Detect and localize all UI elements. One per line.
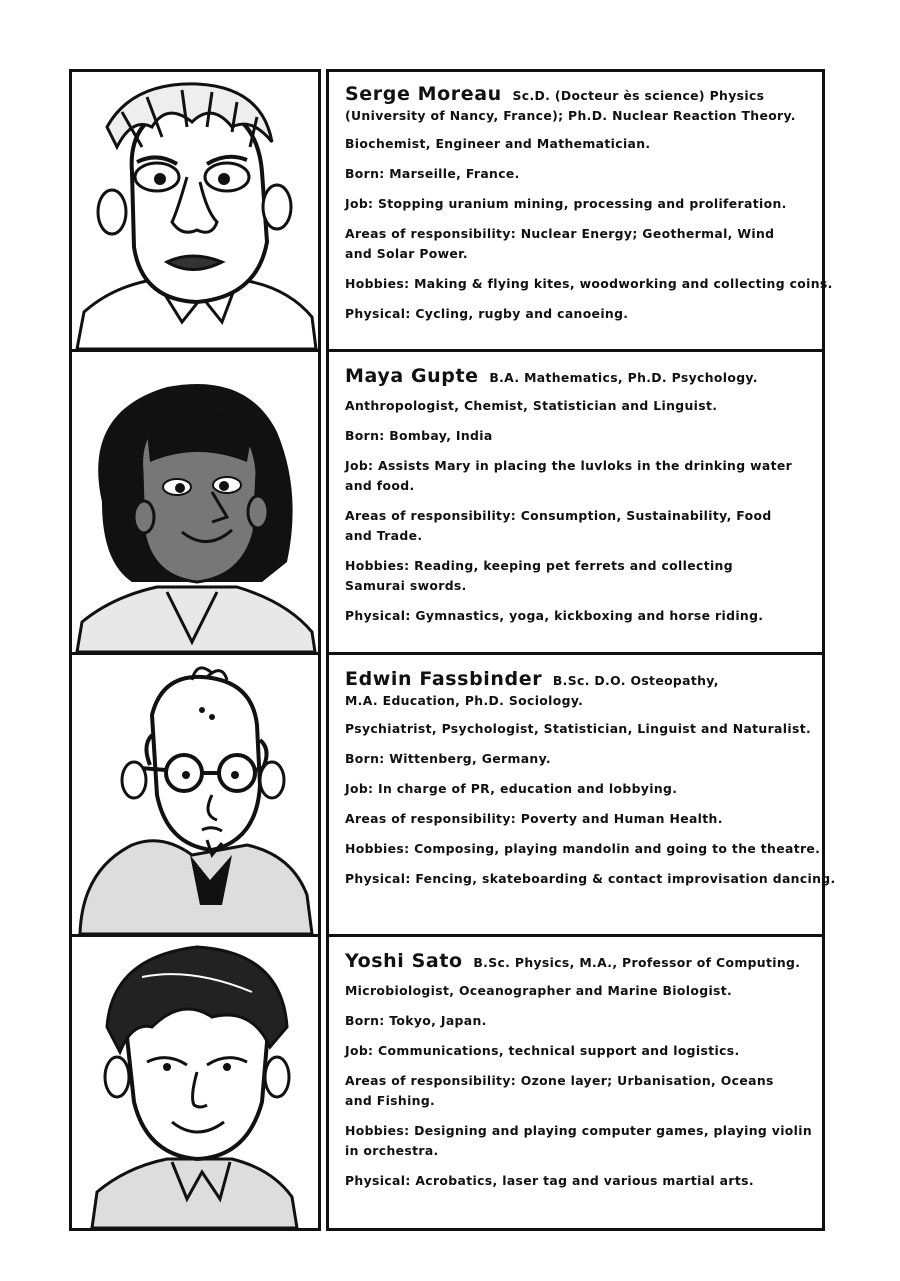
professions: Psychiatrist, Psychologist, Statistician, Linguist and Naturalist.	[345, 721, 812, 736]
professions: Biochemist, Engineer and Mathematician.	[345, 136, 651, 151]
job: Job: Stopping uranium mining, processing and proliferation.	[345, 196, 787, 211]
qualifications: B.Sc. D.O. Osteopathy,	[552, 673, 719, 688]
areas-of-responsibility	[345, 224, 818, 264]
qualifications-cont: (University of Nancy, France); Ph.D. Nuclear Reaction Theory.	[345, 108, 796, 123]
qualifications: B.A. Mathematics, Ph.D. Psychology.	[489, 370, 758, 385]
job-line-1: Job: Assists Mary in placing the luvloks in the drinking water	[345, 458, 793, 473]
hobbies-line-1: Hobbies: Reading, keeping pet ferrets and collecting	[345, 558, 733, 573]
bio-header	[345, 951, 818, 973]
portrait-maya	[69, 349, 321, 655]
areas-of-responsibility	[345, 506, 818, 546]
hobbies-line-2: Samurai swords.	[345, 578, 467, 593]
job: Job: In charge of PR, education and lobbying.	[345, 781, 678, 796]
qualifications: B.Sc. Physics, M.A., Professor of Computing.	[473, 955, 801, 970]
hobbies	[345, 556, 818, 596]
physical: Physical: Cycling, rugby and canoeing.	[345, 306, 629, 321]
areas-of-responsibility	[345, 1071, 818, 1111]
hobbies: Hobbies: Composing, playing mandolin and going to the theatre.	[345, 841, 821, 856]
job	[345, 456, 818, 496]
bio-header	[345, 366, 818, 388]
hobbies	[345, 1121, 818, 1161]
areas-line-1: Areas of responsibility: Nuclear Energy; Geothermal, Wind	[345, 226, 775, 241]
bio-serge	[326, 69, 833, 352]
portrait-yoshi	[69, 934, 321, 1231]
professions: Anthropologist, Chemist, Statistician and Linguist.	[345, 398, 718, 413]
portrait-edwin	[69, 652, 321, 937]
qualifications-cont: M.A. Education, Ph.D. Sociology.	[345, 693, 584, 708]
birthplace: Born: Tokyo, Japan.	[345, 1013, 487, 1028]
birthplace: Born: Marseille, France.	[345, 166, 520, 181]
profile-card-maya	[69, 349, 831, 655]
hobbies-line-2: in orchestra.	[345, 1143, 439, 1158]
maya-portrait-image	[72, 352, 318, 652]
bio-header	[345, 669, 818, 711]
job: Job: Communications, technical support and logistics.	[345, 1043, 740, 1058]
physical: Physical: Fencing, skateboarding & contact improvisation dancing.	[345, 871, 836, 886]
areas-line-1: Areas of responsibility: Ozone layer; Urbanisation, Oceans	[345, 1073, 774, 1088]
qualifications: Sc.D. (Docteur ès science) Physics	[512, 88, 765, 103]
yoshi-portrait-image	[72, 937, 318, 1228]
hobbies: Hobbies: Making & flying kites, woodworking and collecting coins.	[345, 276, 833, 291]
profile-card-serge	[69, 69, 831, 352]
person-name: Maya Gupte	[345, 365, 479, 387]
person-name: Serge Moreau	[345, 83, 502, 105]
bio-maya	[326, 349, 825, 655]
serge-portrait-image	[72, 72, 318, 349]
hobbies-line-1: Hobbies: Designing and playing computer games, playing violin	[345, 1123, 813, 1138]
physical: Physical: Acrobatics, laser tag and various martial arts.	[345, 1173, 754, 1188]
profile-card-yoshi	[69, 934, 831, 1231]
physical: Physical: Gymnastics, yoga, kickboxing and horse riding.	[345, 608, 764, 623]
professions: Microbiologist, Oceanographer and Marine Biologist.	[345, 983, 733, 998]
person-name: Yoshi Sato	[345, 950, 463, 972]
bio-edwin	[326, 652, 836, 937]
areas-line-2: and Trade.	[345, 528, 423, 543]
areas-line-2: and Solar Power.	[345, 246, 468, 261]
areas-line-2: and Fishing.	[345, 1093, 436, 1108]
job-line-2: and food.	[345, 478, 415, 493]
areas-line-1: Areas of responsibility: Consumption, Sustainability, Food	[345, 508, 772, 523]
edwin-portrait-image	[72, 655, 318, 934]
birthplace: Born: Wittenberg, Germany.	[345, 751, 551, 766]
bio-header	[345, 84, 818, 126]
person-name: Edwin Fassbinder	[345, 668, 543, 690]
birthplace: Born: Bombay, India	[345, 428, 493, 443]
profile-card-edwin	[69, 652, 836, 937]
portrait-serge	[69, 69, 321, 352]
bio-yoshi	[326, 934, 825, 1231]
areas-of-responsibility: Areas of responsibility: Poverty and Human Health.	[345, 811, 723, 826]
